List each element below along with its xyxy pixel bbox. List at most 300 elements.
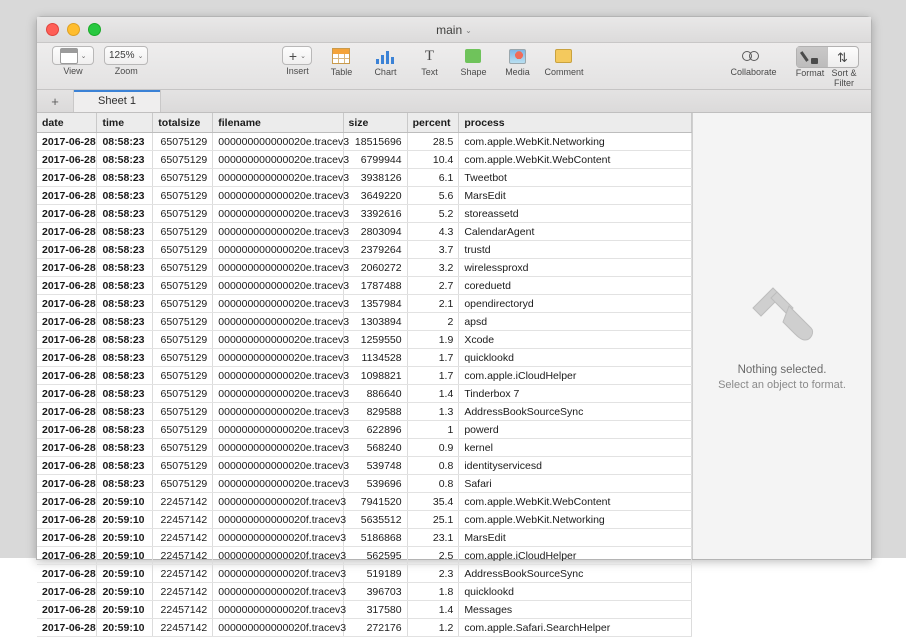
table-row[interactable]: [37, 475, 692, 493]
cell-size[interactable]: 5186868: [343, 529, 407, 547]
cell-date[interactable]: 2017-06-28: [37, 493, 97, 511]
chart-icon: [374, 46, 396, 66]
cell-percent[interactable]: 1.3: [407, 403, 459, 421]
cell-percent[interactable]: 1.7: [407, 367, 459, 385]
cell-time[interactable]: 20:59:10: [97, 619, 153, 637]
cell-filename[interactable]: 000000000000020f.tracev3: [213, 619, 343, 637]
shape-button[interactable]: [451, 46, 495, 77]
cell-date[interactable]: 2017-06-28: [37, 169, 97, 187]
cell-date[interactable]: 2017-06-28: [37, 457, 97, 475]
toolbar: [37, 43, 871, 90]
column-header-filename[interactable]: filename: [213, 113, 343, 133]
inspector-title: Nothing selected.: [737, 363, 827, 376]
cell-size[interactable]: 568240: [343, 439, 407, 457]
cell-date[interactable]: 2017-06-28: [37, 277, 97, 295]
cell-percent[interactable]: 10.4: [407, 151, 459, 169]
table-button[interactable]: [319, 46, 363, 77]
cell-process[interactable]: quicklookd: [459, 583, 692, 601]
shape-icon: [462, 46, 484, 66]
cell-filename[interactable]: 000000000000020e.tracev3: [213, 475, 343, 493]
cell-filename[interactable]: 000000000000020e.tracev3: [213, 151, 343, 169]
cell-percent[interactable]: 25.1: [407, 511, 459, 529]
comment-button[interactable]: [539, 46, 588, 77]
column-header-date[interactable]: date: [37, 113, 97, 133]
cell-process[interactable]: com.apple.WebKit.Networking: [459, 511, 692, 529]
media-button[interactable]: [495, 46, 539, 77]
cell-filename[interactable]: 000000000000020e.tracev3: [213, 169, 343, 187]
cell-process[interactable]: Messages: [459, 601, 692, 619]
numbers-window: [36, 16, 872, 634]
cell-size[interactable]: 539748: [343, 457, 407, 475]
cell-filename[interactable]: 000000000000020f.tracev3: [213, 493, 343, 511]
zoom-label: Zoom: [114, 66, 138, 76]
cell-filename[interactable]: 000000000000020e.tracev3: [213, 205, 343, 223]
table-row[interactable]: [37, 151, 692, 169]
cell-time[interactable]: 08:58:23: [97, 313, 153, 331]
cell-totalsize[interactable]: 22457142: [153, 511, 213, 529]
toolbar-group-right: [793, 46, 861, 88]
cell-date[interactable]: 2017-06-28: [37, 223, 97, 241]
cell-size[interactable]: 317580: [343, 601, 407, 619]
cell-date[interactable]: 2017-06-28: [37, 295, 97, 313]
table-row[interactable]: [37, 187, 692, 205]
cell-time[interactable]: 08:58:23: [97, 277, 153, 295]
cell-size[interactable]: 539696: [343, 475, 407, 493]
cell-size[interactable]: 3938126: [343, 169, 407, 187]
cell-date[interactable]: 2017-06-28: [37, 583, 97, 601]
cell-size[interactable]: 1357984: [343, 295, 407, 313]
cell-percent[interactable]: 1.8: [407, 583, 459, 601]
format-inspector-panel: [693, 113, 871, 559]
brush-icon: [747, 282, 817, 348]
cell-date[interactable]: 2017-06-28: [37, 403, 97, 421]
text-button[interactable]: [407, 46, 451, 77]
zoom-value: 125%: [109, 50, 135, 61]
table-row[interactable]: [37, 367, 692, 385]
cell-totalsize[interactable]: 65075129: [153, 133, 213, 151]
cell-date[interactable]: 2017-06-28: [37, 547, 97, 565]
table-icon: [330, 46, 352, 66]
cell-totalsize[interactable]: 22457142: [153, 547, 213, 565]
table-row[interactable]: [37, 313, 692, 331]
cell-totalsize[interactable]: 65075129: [153, 205, 213, 223]
view-icon: [60, 48, 78, 64]
cell-size[interactable]: 2060272: [343, 259, 407, 277]
cell-process[interactable]: trustd: [459, 241, 692, 259]
collaborate-button[interactable]: [718, 46, 788, 77]
insert-pill[interactable]: [282, 46, 312, 65]
table-row[interactable]: [37, 619, 692, 637]
cell-date[interactable]: 2017-06-28: [37, 367, 97, 385]
cell-size[interactable]: 1259550: [343, 331, 407, 349]
cell-process[interactable]: kernel: [459, 439, 692, 457]
table-row[interactable]: [37, 331, 692, 349]
cell-filename[interactable]: 000000000000020e.tracev3: [213, 241, 343, 259]
cell-percent[interactable]: 0.9: [407, 439, 459, 457]
cell-totalsize[interactable]: 65075129: [153, 277, 213, 295]
cell-filename[interactable]: 000000000000020f.tracev3: [213, 601, 343, 619]
cell-percent[interactable]: 5.6: [407, 187, 459, 205]
table-row[interactable]: [37, 169, 692, 187]
brush-icon: [804, 50, 820, 65]
cell-process[interactable]: AddressBookSourceSync: [459, 565, 692, 583]
cell-time[interactable]: 08:58:23: [97, 259, 153, 277]
cell-size[interactable]: 3649220: [343, 187, 407, 205]
table-row[interactable]: [37, 493, 692, 511]
table-row[interactable]: [37, 205, 692, 223]
cell-filename[interactable]: 000000000000020f.tracev3: [213, 583, 343, 601]
cell-date[interactable]: 2017-06-28: [37, 439, 97, 457]
cell-date[interactable]: 2017-06-28: [37, 259, 97, 277]
insert-label: Insert: [286, 66, 309, 76]
format-sort-segment: [793, 46, 861, 88]
cell-process[interactable]: wirelessproxd: [459, 259, 692, 277]
cell-size[interactable]: 2379264: [343, 241, 407, 259]
sheet-tab-sheet-1[interactable]: Sheet 1: [74, 90, 161, 112]
zoom-window-icon[interactable]: [88, 23, 101, 36]
cell-time[interactable]: 20:59:10: [97, 547, 153, 565]
cell-date[interactable]: 2017-06-28: [37, 565, 97, 583]
cell-percent[interactable]: 3.7: [407, 241, 459, 259]
cell-time[interactable]: 08:58:23: [97, 223, 153, 241]
spreadsheet-table[interactable]: [37, 113, 692, 637]
cell-totalsize[interactable]: 22457142: [153, 493, 213, 511]
cell-totalsize[interactable]: 65075129: [153, 295, 213, 313]
cell-date[interactable]: 2017-06-28: [37, 205, 97, 223]
cell-filename[interactable]: 000000000000020e.tracev3: [213, 331, 343, 349]
cell-percent[interactable]: 0.8: [407, 475, 459, 493]
cell-time[interactable]: 08:58:23: [97, 439, 153, 457]
view-chevron-down-icon[interactable]: ⌄: [80, 52, 87, 60]
table-row[interactable]: [37, 547, 692, 565]
cell-date[interactable]: 2017-06-28: [37, 619, 97, 637]
table-row[interactable]: [37, 457, 692, 475]
cell-process[interactable]: storeassetd: [459, 205, 692, 223]
plus-icon: +: [288, 47, 298, 64]
cell-percent[interactable]: 6.1: [407, 169, 459, 187]
cell-totalsize[interactable]: 65075129: [153, 187, 213, 205]
cell-process[interactable]: opendirectoryd: [459, 295, 692, 313]
cell-process[interactable]: com.apple.Safari.SearchHelper: [459, 619, 692, 637]
cell-totalsize[interactable]: 22457142: [153, 565, 213, 583]
toolbar-group-insert: [275, 46, 588, 77]
cell-process[interactable]: com.apple.WebKit.WebContent: [459, 493, 692, 511]
cell-percent[interactable]: 2.7: [407, 277, 459, 295]
cell-filename[interactable]: 000000000000020e.tracev3: [213, 259, 343, 277]
table-row[interactable]: [37, 529, 692, 547]
cell-time[interactable]: 08:58:23: [97, 421, 153, 439]
cell-process[interactable]: coreduetd: [459, 277, 692, 295]
cell-percent[interactable]: 2: [407, 313, 459, 331]
cell-process[interactable]: com.apple.iCloudHelper: [459, 547, 692, 565]
cell-time[interactable]: 08:58:23: [97, 151, 153, 169]
table-row[interactable]: [37, 349, 692, 367]
cell-totalsize[interactable]: 65075129: [153, 259, 213, 277]
cell-time[interactable]: 08:58:23: [97, 367, 153, 385]
cell-time[interactable]: 20:59:10: [97, 511, 153, 529]
chart-label: Chart: [374, 67, 397, 77]
cell-process[interactable]: MarsEdit: [459, 187, 692, 205]
cell-filename[interactable]: 000000000000020e.tracev3: [213, 277, 343, 295]
cell-date[interactable]: 2017-06-28: [37, 331, 97, 349]
spreadsheet-area[interactable]: [37, 113, 693, 634]
sort-filter-label: Sort & Filter: [831, 68, 857, 88]
table-row[interactable]: [37, 259, 692, 277]
cell-time[interactable]: 20:59:10: [97, 583, 153, 601]
zoom-button[interactable]: [99, 46, 153, 76]
cell-percent[interactable]: 4.3: [407, 223, 459, 241]
insert-chevron-down-icon[interactable]: ⌄: [300, 52, 306, 60]
view-button[interactable]: [47, 46, 99, 76]
cell-date[interactable]: 2017-06-28: [37, 421, 97, 439]
cell-filename[interactable]: 000000000000020e.tracev3: [213, 349, 343, 367]
table-row[interactable]: [37, 439, 692, 457]
cell-time[interactable]: 08:58:23: [97, 331, 153, 349]
cell-filename[interactable]: 000000000000020e.tracev3: [213, 133, 343, 151]
table-row[interactable]: [37, 241, 692, 259]
cell-filename[interactable]: 000000000000020e.tracev3: [213, 421, 343, 439]
cell-size[interactable]: 829588: [343, 403, 407, 421]
collaborate-icon: [742, 46, 764, 66]
cell-totalsize[interactable]: 22457142: [153, 583, 213, 601]
table-row[interactable]: [37, 601, 692, 619]
view-pill[interactable]: [52, 46, 94, 65]
table-row[interactable]: [37, 403, 692, 421]
cell-percent[interactable]: 35.4: [407, 493, 459, 511]
cell-totalsize[interactable]: 65075129: [153, 475, 213, 493]
cell-totalsize[interactable]: 65075129: [153, 367, 213, 385]
cell-size[interactable]: 1303894: [343, 313, 407, 331]
cell-time[interactable]: 08:58:23: [97, 403, 153, 421]
cell-time[interactable]: 08:58:23: [97, 475, 153, 493]
cell-time[interactable]: 08:58:23: [97, 241, 153, 259]
cell-percent[interactable]: 5.2: [407, 205, 459, 223]
cell-process[interactable]: Xcode: [459, 331, 692, 349]
sort-filter-icon: ⇅: [837, 49, 848, 65]
cell-size[interactable]: 3392616: [343, 205, 407, 223]
cell-date[interactable]: 2017-06-28: [37, 151, 97, 169]
cell-percent[interactable]: 23.1: [407, 529, 459, 547]
cell-size[interactable]: 396703: [343, 583, 407, 601]
cell-size[interactable]: 272176: [343, 619, 407, 637]
cell-size[interactable]: 7941520: [343, 493, 407, 511]
cell-filename[interactable]: 000000000000020e.tracev3: [213, 295, 343, 313]
window-title-text: main: [436, 22, 463, 37]
toolbar-group-collaborate: [718, 46, 788, 77]
cell-process[interactable]: com.apple.WebKit.Networking: [459, 133, 692, 151]
cell-date[interactable]: 2017-06-28: [37, 187, 97, 205]
cell-percent[interactable]: 1.4: [407, 601, 459, 619]
add-sheet-button[interactable]: +: [37, 90, 74, 112]
cell-percent[interactable]: 0.8: [407, 457, 459, 475]
text-label: Text: [421, 67, 438, 77]
column-header-totalsize[interactable]: totalsize: [153, 113, 213, 133]
cell-size[interactable]: 5635512: [343, 511, 407, 529]
cell-totalsize[interactable]: 22457142: [153, 529, 213, 547]
cell-size[interactable]: 18515696: [343, 133, 407, 151]
table-row[interactable]: [37, 277, 692, 295]
cell-time[interactable]: 08:58:23: [97, 187, 153, 205]
cell-totalsize[interactable]: 65075129: [153, 223, 213, 241]
cell-percent[interactable]: 3.2: [407, 259, 459, 277]
cell-totalsize[interactable]: 65075129: [153, 457, 213, 475]
cell-totalsize[interactable]: 22457142: [153, 601, 213, 619]
cell-filename[interactable]: 000000000000020f.tracev3: [213, 529, 343, 547]
cell-totalsize[interactable]: 65075129: [153, 421, 213, 439]
cell-filename[interactable]: 000000000000020e.tracev3: [213, 367, 343, 385]
cell-date[interactable]: 2017-06-28: [37, 133, 97, 151]
cell-size[interactable]: 1134528: [343, 349, 407, 367]
column-header-time[interactable]: time: [97, 113, 153, 133]
shape-label: Shape: [460, 67, 487, 77]
cell-percent[interactable]: 2.3: [407, 565, 459, 583]
cell-date[interactable]: 2017-06-28: [37, 601, 97, 619]
format-button[interactable]: [797, 47, 828, 67]
cell-size[interactable]: 562595: [343, 547, 407, 565]
cell-totalsize[interactable]: 65075129: [153, 385, 213, 403]
cell-filename[interactable]: 000000000000020e.tracev3: [213, 439, 343, 457]
cell-filename[interactable]: 000000000000020e.tracev3: [213, 403, 343, 421]
cell-time[interactable]: 08:58:23: [97, 133, 153, 151]
cell-filename[interactable]: 000000000000020e.tracev3: [213, 313, 343, 331]
cell-percent[interactable]: 1.7: [407, 349, 459, 367]
cell-filename[interactable]: 000000000000020f.tracev3: [213, 565, 343, 583]
cell-percent[interactable]: 1.2: [407, 619, 459, 637]
cell-filename[interactable]: 000000000000020f.tracev3: [213, 511, 343, 529]
table-row[interactable]: [37, 421, 692, 439]
cell-process[interactable]: identityservicesd: [459, 457, 692, 475]
sort-filter-button[interactable]: [828, 47, 858, 67]
cell-size[interactable]: 2803094: [343, 223, 407, 241]
cell-totalsize[interactable]: 65075129: [153, 151, 213, 169]
cell-process[interactable]: com.apple.WebKit.WebContent: [459, 151, 692, 169]
cell-totalsize[interactable]: 65075129: [153, 349, 213, 367]
cell-filename[interactable]: 000000000000020e.tracev3: [213, 187, 343, 205]
column-header-percent[interactable]: percent: [407, 113, 459, 133]
table-row[interactable]: [37, 583, 692, 601]
table-row[interactable]: [37, 511, 692, 529]
media-label: Media: [505, 67, 530, 77]
sheet-tab-bar: [37, 90, 871, 113]
table-body: [37, 133, 692, 637]
cell-process[interactable]: Tinderbox 7: [459, 385, 692, 403]
close-window-icon[interactable]: [46, 23, 59, 36]
cell-totalsize[interactable]: 65075129: [153, 169, 213, 187]
window-title-bar: [37, 17, 871, 43]
comment-label: Comment: [544, 67, 584, 77]
window-body: [37, 113, 871, 634]
cell-size[interactable]: 1098821: [343, 367, 407, 385]
zoom-chevron-down-icon[interactable]: ⌄: [137, 52, 144, 60]
cell-date[interactable]: 2017-06-28: [37, 241, 97, 259]
cell-process[interactable]: Safari: [459, 475, 692, 493]
cell-time[interactable]: 20:59:10: [97, 565, 153, 583]
cell-date[interactable]: 2017-06-28: [37, 475, 97, 493]
cell-process[interactable]: Tweetbot: [459, 169, 692, 187]
cell-totalsize[interactable]: 65075129: [153, 331, 213, 349]
cell-time[interactable]: 08:58:23: [97, 169, 153, 187]
cell-percent[interactable]: 1.9: [407, 331, 459, 349]
table-row[interactable]: [37, 223, 692, 241]
table-header-row: [37, 113, 692, 133]
cell-percent[interactable]: 2.5: [407, 547, 459, 565]
cell-time[interactable]: 20:59:10: [97, 601, 153, 619]
window-controls[interactable]: [37, 23, 101, 36]
cell-process[interactable]: quicklookd: [459, 349, 692, 367]
cell-percent[interactable]: 28.5: [407, 133, 459, 151]
cell-size[interactable]: 519189: [343, 565, 407, 583]
cell-percent[interactable]: 1: [407, 421, 459, 439]
inspector-subtitle: Select an object to format.: [718, 378, 846, 391]
table-row[interactable]: [37, 565, 692, 583]
chart-button[interactable]: [363, 46, 407, 77]
table-row[interactable]: [37, 385, 692, 403]
cell-totalsize[interactable]: 65075129: [153, 241, 213, 259]
cell-filename[interactable]: 000000000000020e.tracev3: [213, 385, 343, 403]
cell-time[interactable]: 20:59:10: [97, 529, 153, 547]
cell-filename[interactable]: 000000000000020e.tracev3: [213, 223, 343, 241]
cell-date[interactable]: 2017-06-28: [37, 529, 97, 547]
cell-totalsize[interactable]: 65075129: [153, 403, 213, 421]
cell-date[interactable]: 2017-06-28: [37, 511, 97, 529]
cell-size[interactable]: 1787488: [343, 277, 407, 295]
table-row[interactable]: [37, 133, 692, 151]
cell-time[interactable]: 08:58:23: [97, 295, 153, 313]
cell-time[interactable]: 08:58:23: [97, 205, 153, 223]
cell-time[interactable]: 20:59:10: [97, 493, 153, 511]
cell-process[interactable]: AddressBookSourceSync: [459, 403, 692, 421]
cell-process[interactable]: powerd: [459, 421, 692, 439]
cell-time[interactable]: 08:58:23: [97, 385, 153, 403]
cell-process[interactable]: com.apple.iCloudHelper: [459, 367, 692, 385]
cell-filename[interactable]: 000000000000020f.tracev3: [213, 547, 343, 565]
cell-size[interactable]: 6799944: [343, 151, 407, 169]
format-label: Format: [795, 68, 825, 78]
column-header-process[interactable]: process: [459, 113, 692, 133]
text-icon: T: [424, 47, 435, 64]
minimize-window-icon[interactable]: [67, 23, 80, 36]
insert-button[interactable]: [275, 46, 319, 76]
cell-totalsize[interactable]: 65075129: [153, 439, 213, 457]
media-icon: [506, 46, 528, 66]
cell-percent[interactable]: 2.1: [407, 295, 459, 313]
table-row[interactable]: [37, 295, 692, 313]
cell-size[interactable]: 622896: [343, 421, 407, 439]
cell-process[interactable]: MarsEdit: [459, 529, 692, 547]
cell-date[interactable]: 2017-06-28: [37, 313, 97, 331]
comment-icon: [553, 46, 575, 66]
zoom-pill[interactable]: [104, 46, 148, 65]
cell-size[interactable]: 886640: [343, 385, 407, 403]
cell-time[interactable]: 08:58:23: [97, 457, 153, 475]
cell-time[interactable]: 08:58:23: [97, 349, 153, 367]
window-title: [37, 23, 871, 37]
format-sort-buttons[interactable]: [796, 46, 859, 68]
cell-percent[interactable]: 1.4: [407, 385, 459, 403]
column-header-size[interactable]: size: [343, 113, 407, 133]
cell-filename[interactable]: 000000000000020e.tracev3: [213, 457, 343, 475]
cell-process[interactable]: apsd: [459, 313, 692, 331]
cell-date[interactable]: 2017-06-28: [37, 349, 97, 367]
cell-totalsize[interactable]: 22457142: [153, 619, 213, 637]
title-chevron-down-icon[interactable]: ⌄: [465, 25, 472, 35]
cell-process[interactable]: CalendarAgent: [459, 223, 692, 241]
cell-totalsize[interactable]: 65075129: [153, 313, 213, 331]
cell-date[interactable]: 2017-06-28: [37, 385, 97, 403]
collaborate-label: Collaborate: [730, 67, 777, 77]
view-label: View: [63, 66, 83, 76]
table-label: Table: [330, 67, 353, 77]
